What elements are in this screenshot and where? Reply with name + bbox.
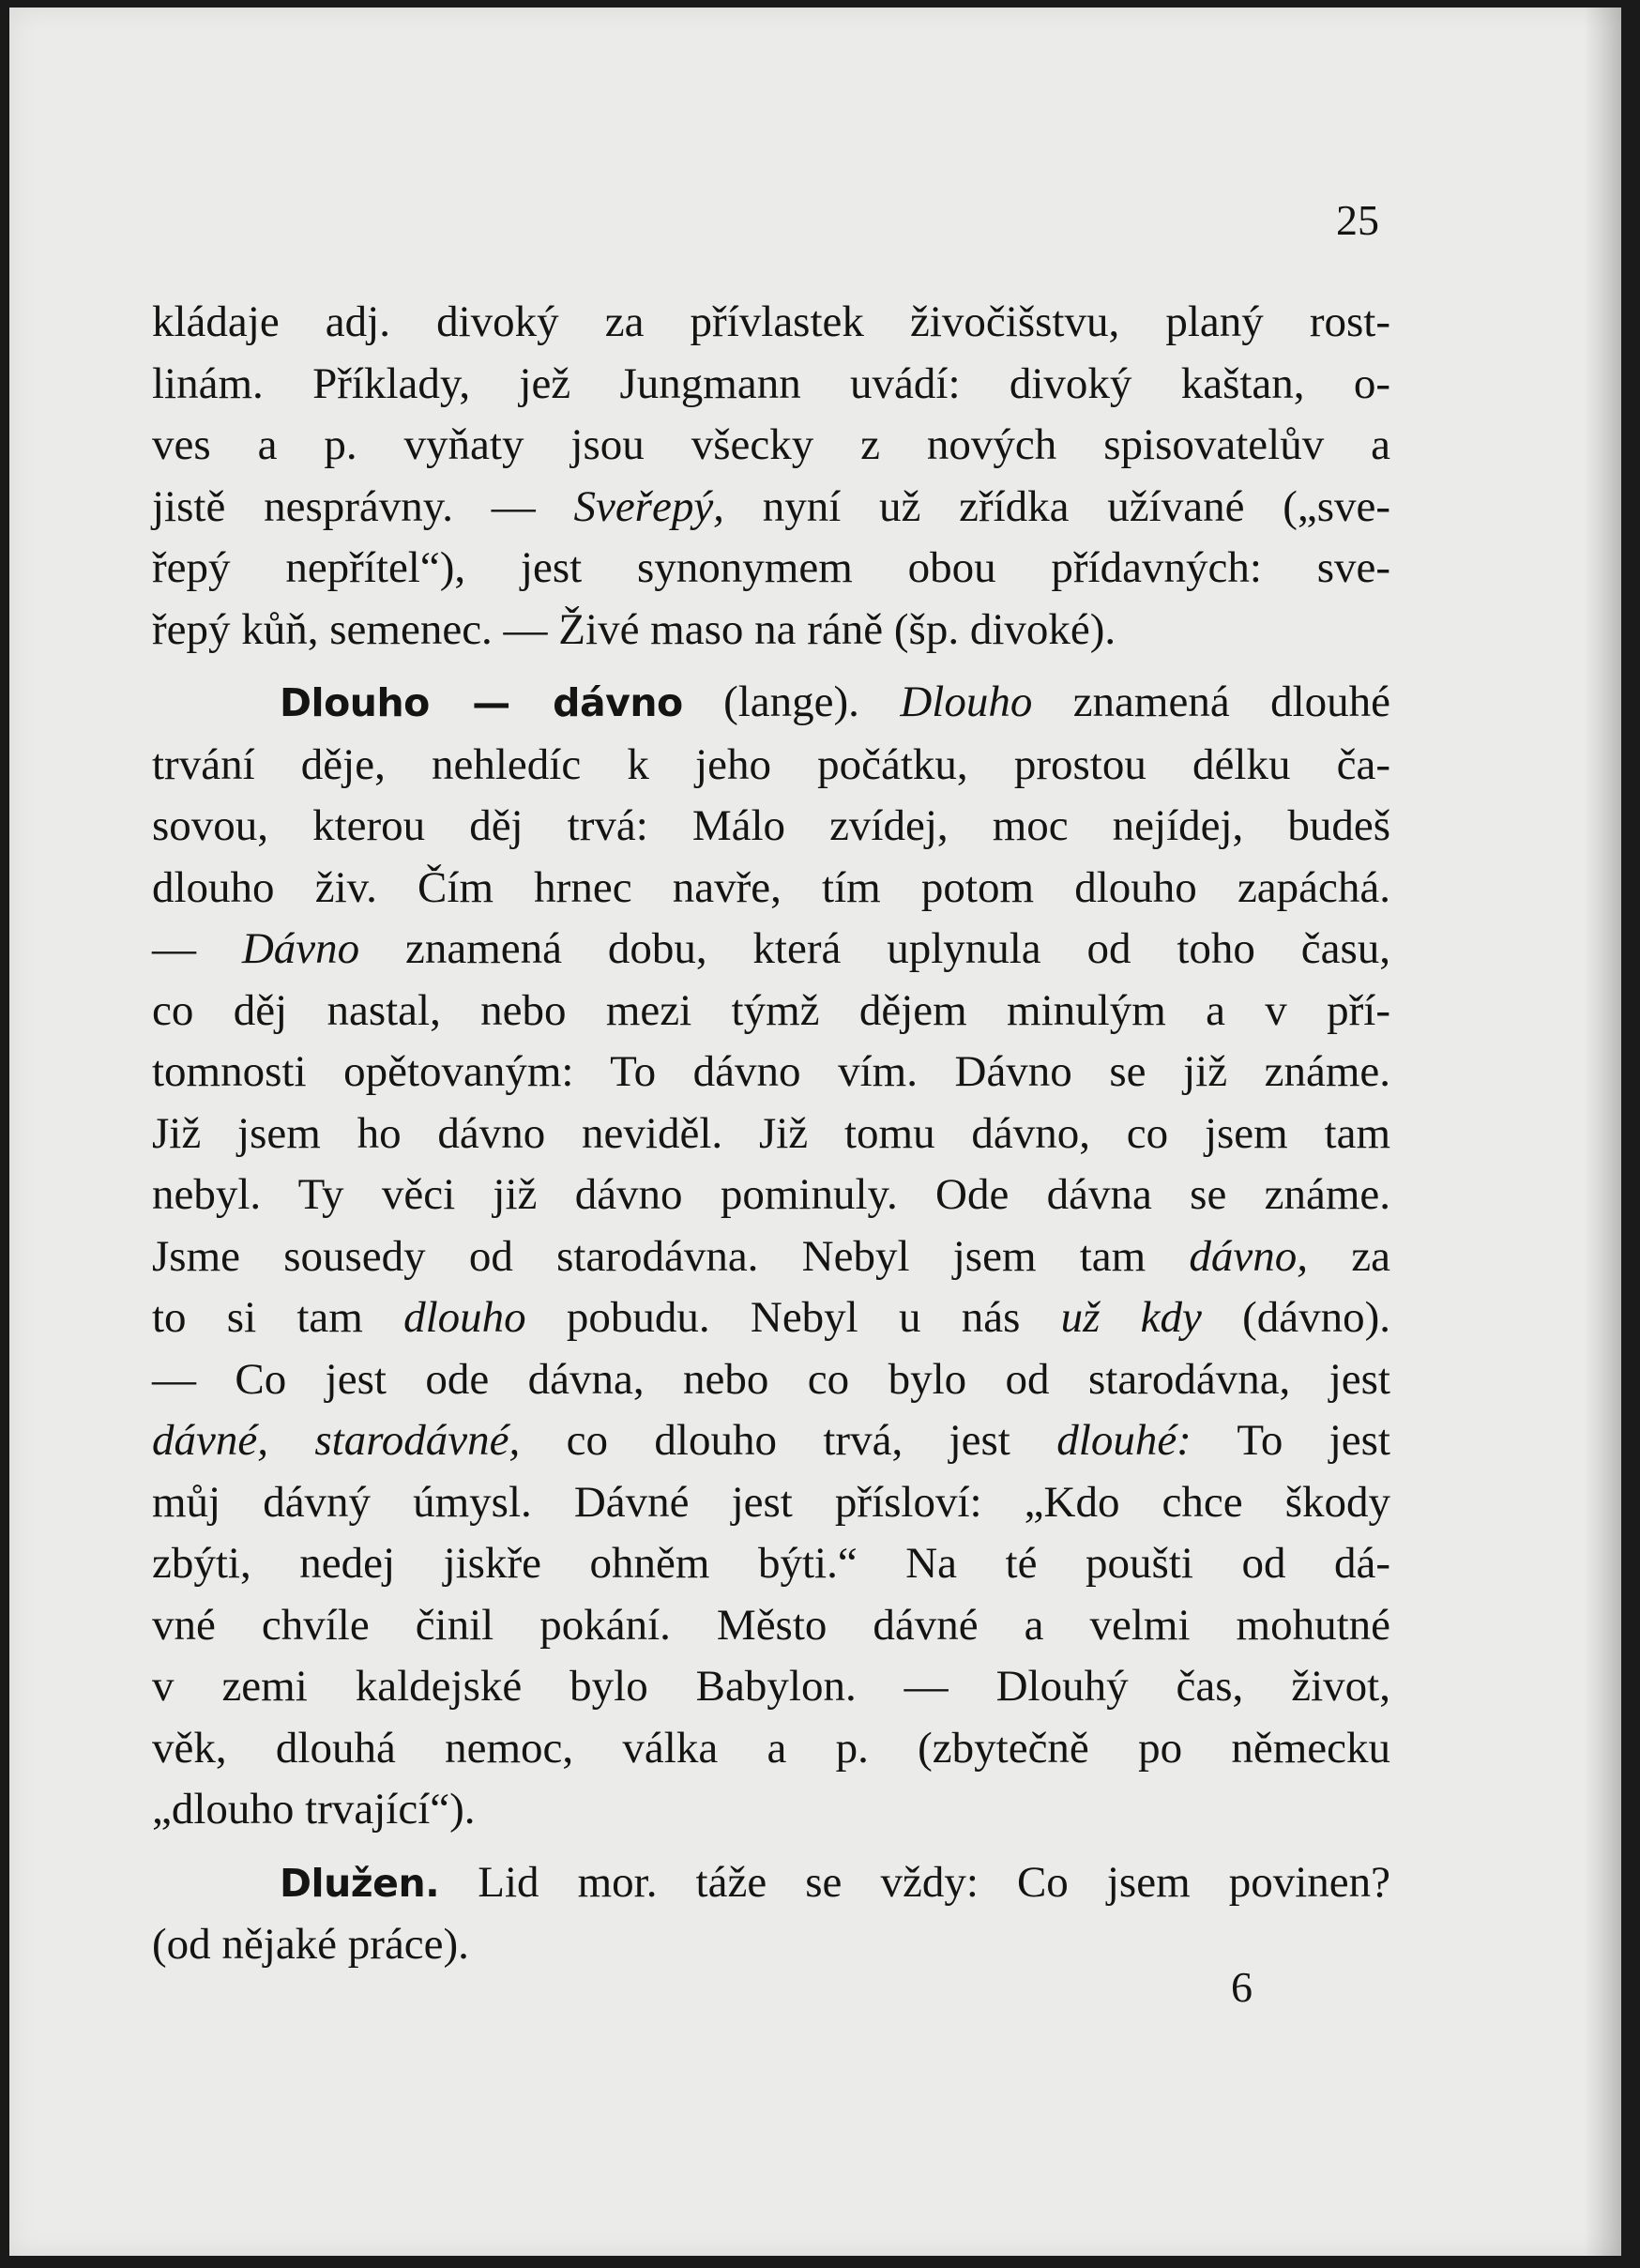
text-line: „dlouho trvající“).	[152, 1785, 476, 1834]
text-line: v zemi kaldejské bylo Babylon. — Dlouhý čas, život,	[152, 1662, 1390, 1711]
book-page	[9, 8, 1621, 2256]
text-line: můj dávný úmysl. Dávné jest přísloví: „Kdo chce škody	[152, 1477, 1390, 1527]
text-line: Již jsem ho dávno neviděl. Již tomu dávno, co jsem tam	[152, 1108, 1390, 1158]
text-line: řepý nepřítel“), jest synonymem obou přídavných: sve-	[152, 543, 1390, 592]
entry-dlouho: Dlouho — dávno (lange). Dlouho znamená dlouhé	[280, 677, 1390, 726]
text-line: vné chvíle činil pokání. Město dávné a velmi mohutné	[152, 1600, 1390, 1650]
text-line: tomnosti opětovaným: To dávno vím. Dávno se již známe.	[152, 1047, 1390, 1096]
text-line: (od nějaké práce).	[152, 1920, 469, 1969]
text-line: kládaje adj. divoký za přívlastek živočišstvu, planý rost-	[152, 297, 1390, 346]
text-line: — Dávno znamená dobu, která uplynula od toho času,	[152, 924, 1391, 973]
text-line: co děj nastal, nebo mezi týmž dějem minulým a v pří-	[152, 985, 1390, 1035]
text-line: věk, dlouhá nemoc, válka a p. (zbytečně po německu	[152, 1723, 1390, 1773]
text-line: dávné, starodávné, co dlouho trvá, jest dlouhé: To jest	[152, 1416, 1390, 1465]
text-line: linám. Příklady, jež Jungmann uvádí: divoký kaštan, o-	[152, 358, 1390, 408]
text-line: ves a p. vyňaty jsou všecky z nových spisovatelův a	[152, 420, 1390, 469]
text-line: trvání děje, nehledíc k jeho počátku, prostou délku ča-	[152, 739, 1390, 789]
page-edge-shadow	[1584, 8, 1621, 2256]
text-line: sovou, kterou děj trvá: Málo zvídej, moc nejídej, budeš	[152, 801, 1390, 850]
text-line: dlouho živ. Čím hrnec navře, tím potom dlouho zapáchá.	[152, 862, 1390, 912]
page-body	[152, 292, 1390, 1976]
text-line: to si tam dlouho pobudu. Nebyl u nás už kdy (dávno).	[152, 1293, 1390, 1342]
entry-dluzen: Dlužen. Lid mor. táže se vždy: Co jsem povinen?	[280, 1857, 1390, 1907]
text-line: zbýti, nedej jiskře ohněm býti.“ Na té poušti od dá-	[152, 1539, 1390, 1588]
text-line: řepý kůň, semenec. — Živé maso na ráně (šp. divoké).	[152, 604, 1116, 654]
entry-headword: Dlužen.	[280, 1860, 440, 1906]
signature-mark: 6	[1231, 1963, 1253, 2011]
text-line: nebyl. Ty věci již dávno pominuly. Ode dávna se známe.	[152, 1170, 1390, 1219]
text-line: jistě nesprávny. — Sveřepý, nyní už zřídka užívané („sve-	[152, 481, 1391, 531]
text-line: — Co jest ode dávna, nebo co bylo od starodávna, jest	[152, 1354, 1390, 1404]
italic-term: Sveřepý,	[573, 481, 724, 531]
text-line: Jsme sousedy od starodávna. Nebyl jsem tam dávno, za	[152, 1231, 1390, 1281]
page-number: 25	[1336, 196, 1379, 244]
entry-headword: Dlouho — dávno	[280, 680, 683, 725]
